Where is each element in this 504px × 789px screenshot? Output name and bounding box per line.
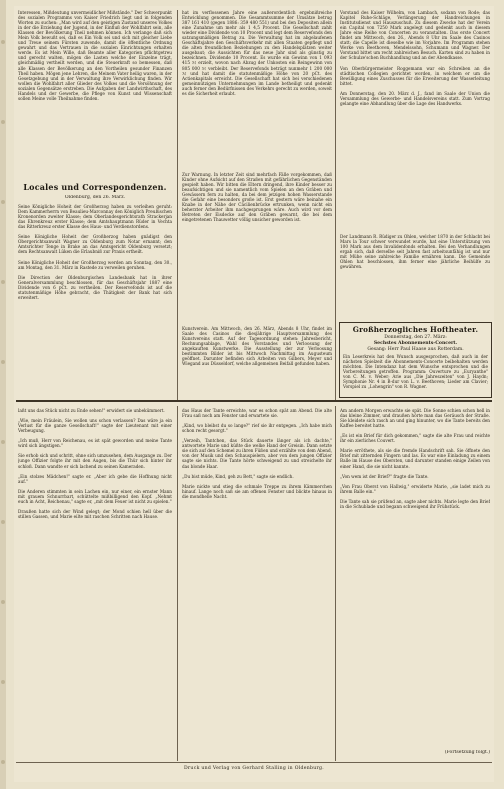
section-heading-theatre: Großherzogliches Hoftheater. (352, 325, 479, 334)
article-text-left-top: Interessen, Mißdeutung unvermeidlicher Mißstände." Der Schwerpunkt des sozialen Programms von Kaiser Friedrich liegt und in folgenden Worten zu suchen: „Man wird auf den geistigen Zustand unseres Volkes in der die Erziehung der Jugend, in der Einfluß der Wohlfahrt sein, alle Klassen der Bevölkerung Theil nehmen können. Ich verlange daß sich Mein Volk bewußt sei, daß es Ein Volk sei und sich mit gleicher Liebe und Treue seinem Fürsten zuwende, damit die öffentliche Ordnung gewahrt und das Vertrauen in die sozialen Einrichtungen erhalten werde. Es ist Mein Wille, daß Beamte aller Kategorien pflichtgetreu und gerecht walten, mögen die Lasten welche der Einzelne trägt, gleichmäßig vertheilt werden, und die Steuerkraft so bemessen, daß alle Klassen der Bevölkerung an den Vortheilen gesunder Finanzen Theil haben. Mögen jene Lehren, die Meinem Vater heilig waren, in der Gesetzgebung und in der Verwaltung ihre Verwirklichung finden. Wir wollen die Wohlfahrt aller Glieder des Volkes und die Versöhnung der sozialen Gegensätze erstreben. Die Aufgaben der Landwirthschaft, des Handels und der Gewerbe, die Pflege von Kunst und Wissenschaft sollen Meine volle Theilnahme finden. (18, 10, 172, 101)
theatre-date: Donnerstag, den 27. März: (384, 335, 447, 340)
page-edge (0, 0, 6, 789)
dateline: Oldenburg, den 26. März. (64, 195, 126, 200)
column-rule (177, 406, 178, 761)
footer-rule (16, 762, 492, 763)
printer-imprint: Druck und Verlag von Gerhard Stalling in Oldenburg. (183, 766, 325, 771)
article-text-left-news: Seine Königliche Hoheit der Großherzog haben zu verleihen geruht: Dem Kammerherrn von Beaulieu-Marconnay den Königlich Preußischen Kronenorden zweiter Klasse; dem Oberlandesgerichtsrath Strackerjan das Ehrenkreuz erster Klasse; dem Amtshauptmann Rüder in Vechta das Ritterkreuz erster Klasse des Haus- und Verdienstordens. Seine Königliche Hoheit der Großherzog haben gnädigst den Obergerichtsanwalt Wagner zu Oldenburg zum Notar ernannt; den Amtsrichter Tenge in Brake an das Amtsgericht Oldenburg versetzt; dem Rechtsanwalt Lüken die Erlaubniß zur Praxis ertheilt. Seine Königliche Hoheit der Großherzog werden am Sonntag, den 30., am Montag, den 31. März in Rastede zu verweilen geruhen. Die Direction der Oldenburgischen Landesbank hat in ihrer Generalversammlung beschlossen, für das Geschäftsjahr 1887 eine Dividende von 6 pCt. zu vertheilen. Der Reservefonds ist auf die statutenmäßige Höhe gebracht, die Thätigkeit der Bank hat sich erweitert. (18, 204, 172, 300)
theatre-notice-box (339, 322, 492, 398)
article-text-right-veteran: Der Landmann R. Rüdiger zu Ohlen, welcher 1870 in der Schlacht bei Mars la Tour schwer verwundet wurde, hat eine Unterstützung von 100 Mark aus dem Invalidenfonds erhalten. Bei den Verhandlungen ergab sich, daß derselbe seit Jahren fast arbeitsunfähig ist und nur mit Mühe seine zahlreiche Familie ernähren kann. Die Gemeinde Ohlen hat beschlossen, ihm ferner eine jährliche Beihülfe zu gewähren. (340, 234, 490, 270)
concert-singer: Gesang: Herr Paul Haase aus Rotterdam. (367, 347, 464, 352)
newspaper-page (14, 6, 494, 782)
feuilleton-text-middle: das Haus der Tante erreichte, war es schon spät am Abend. Die alte Frau saß noch am Fenster und erwartete sie. „Kind, wo bleibst du so lange?" rief sie ihr entgegen. „Ich habe mich schon recht gesorgt." „Verzeih, Tantchen, das Stück dauerte länger als ich dachte," antwortete Marie und küßte die welke Hand der Greisin. Dann setzte sie sich auf den Schemel zu ihren Füßen und erzählte von dem Abend, von der Musik und den Schauspielern, aber von dem jungen Offizier sagte sie nichts. Die Tante hörte schweigend zu und streichelte ihr das blonde Haar. „Du bist müde, Kind, geh zu Bett," sagte sie endlich. Marie nickte und stieg die schmale Treppe zu ihrem Kämmerchen hinauf. Lange noch saß sie am offenen Fenster und blickte hinaus in die mondhelle Nacht. (182, 408, 332, 499)
article-text-middle-warning: Zur Warnung. In letzter Zeit sind mehrfach Fälle vorgekommen, daß Kinder ohne Aufsicht auf den Straßen mit gefährlichen Gegenständen gespielt haben. Wir bitten die Eltern dringend, ihre Kinder besser zu beaufsichtigen und sie namentlich vom Spielen an den Gräben und Gewässern fern zu halten, da bei dem jetzigen hohen Wasserstande die Gefahr eine besonders große ist. Erst gestern wäre beinahe ein Knabe in der Nähe der Cäcilienbrücke ertrunken, wenn nicht ein beherzter Arbeiter ihm nachgesprungen wäre. Auch wird vor dem Betreten der Eisdecke auf den Gräben gewarnt, die bei dem eingetretenen Thauwetter völlig unsicher geworden ist. (182, 172, 332, 223)
section-heading-local: Locales und Correspondenzen. (23, 182, 167, 192)
column-rule (335, 406, 336, 761)
article-text-right-top: Vorstand des Kaiser Wilhelm, von Lambach, sodann von Rode; das Kapitel Ruhe-Schläge, Verlängerung der Handreichungen in Institutsdienst und Hauszuschuß. Zu diesem Zwecke hat der Verein ein Capital von 7250 Mark angelegt und gedenkt auch in diesem Jahre eine Reihe von Concerten zu veranstalten. Das erste Concert findet am Mittwoch, den 26., Abends 8 Uhr im Saale des Casinos statt; die Capelle ist dieselbe wie im Vorjahre. Im Programm stehen Werke von Beethoven, Mendelssohn, Schumann und Wagner. Der Vorstand bittet um recht zahlreichen Besuch. Karten sind zu haben in der Schulze'schen Buchhandlung und an der Abendkasse. Von Oberbürgermeister Roggemann war ein Schreiben an die städtischen Collegien gerichtet worden, in welchem er um die Bewilligung eines Zuschusses für die Erweiterung der Wasserleitung bittet. Am Donnerstag, den 20. März d. J., fand im Saale der Union die Versammlung des Gewerbe- und Handelsvereins statt. Zum Vortrag gelangte eine Abhandlung über die Lage des Handwerks. (340, 10, 490, 106)
article-text-middle-top: hat im verflossenen Jahre eine außerordentlich ergebnißreiche Entwicklung genommen. Die Gesammtsumme der Umsätze betrug 387 161 410 (gegen 1886: 359 480 551) und bei den Depositen allein eine Zunahme um mehr als 1 4,5 Procent. Die Gesellschaft zahlt wieder eine Dividende von 10 Procent und legt dem Reservefonds den satzungsmäßigen Betrag zu. Die Verwaltung hat im abgelaufenen Geschäftsjahre den Geschäftsverkehr mit allen Staaten gepflegt und die alten freundlichen Beziehungen zu den Handelsplätzen weiter ausgebaut; die Aussichten für das neue Jahr sind als günstig zu bezeichnen. Dividende 10 Procent. Es wurde ein Gewinn von 1 093 415 ℳ erzielt, wovon nach Abzug der Unkosten ein Reingewinn von 805 000 ℳ verbleibt. Der Reservefonds beträgt nunmehr 1 200 000 ℳ und hat damit die statutenmäßige Höhe von 20 pCt. des Actienkapitals erreicht. Die Gesellschaft hat sich bei verschiedenen gemeinnützigen Unternehmungen im Lande betheiligt und gedenkt auch ferner den Bedürfnissen des Verkehrs gerecht zu werden, soweit es die Sicherheit erlaubt. (182, 10, 332, 96)
article-kunstverein: Kunstverein. Am Mittwoch, den 26. März, Abends 8 Uhr, findet im Saale des Casinos die diesjährige Hauptversammlung des Kunstvereins statt. Auf der Tagesordnung stehen: Jahresbericht, Rechnungsablage, Wahl des Vorstandes und Verloosung der angekauften Kunstwerke. Die Ausstellung der zur Verloosung bestimmten Bilder ist bis Mittwoch Nachmittag im Augusteum geöffnet. Darunter befinden sich Arbeiten von Gilbers, Meyer und Wiegand aus Düsseldorf, welche allgemeinen Beifall gefunden haben. (182, 326, 332, 367)
concert-title: Sechstes Abonnements-Concert. (373, 341, 458, 346)
theatre-programme-text: Ein Leserkreis hat den Wunsch ausgesprochen, daß auch in der nächsten Spielzeit die Abonnements-Concerte beibehalten werden möchten. Die Intendanz hat dem Wunsche entsprochen und die Vorbereitungen getroffen. Programm: Ouverture zu „Euryanthe" von C. M. v. Weber; Arie aus „Die Jahreszeiten" von J. Haydn; Symphonie Nr. 4 in B-dur von L. v. Beethoven; Lieder am Clavier; Vorspiel zu „Lohengrin" von R. Wagner. (343, 354, 488, 390)
column-rule (335, 10, 336, 400)
column-rule (177, 10, 178, 400)
continued-note: (Fortsetzung folgt.) (444, 750, 490, 755)
feuilleton-text-right: Am andern Morgen erwachte sie spät. Die Sonne schien schon hell in das kleine Zimmer, und draußen hörte man das Geräusch der Straße. Sie kleidete sich rasch an und ging hinunter, wo die Tante bereits den Kaffee bereitet hatte. „Es ist ein Brief für dich gekommen," sagte die alte Frau und reichte ihr ein zierliches Couvert. Marie erröthete, als sie die fremde Handschrift sah. Sie öffnete den Brief mit zitternden Fingern und las. Es war eine Einladung zu einem Balle im Hause des Obersten, und darunter standen einige Zeilen von einer Hand, die sie nicht kannte. „Von wem ist der Brief?" fragte die Tante. „Von Frau Oberst von Hallwig," erwiderte Marie, „sie ladet mich zu ihrem Balle ein." Die Tante sah sie prüfend an, sagte aber nichts. Marie legte den Brief in die Schublade und begann schweigend ihr Frühstück. (340, 408, 490, 509)
feuilleton-text-left: laßt uns das Stück nicht zu Ende sehen!" erwidert sie unbekümmert. „Wie, mein Fräulein, Sie wollen uns schon verlassen? Das wäre ja ein Verlust für die ganze Gesellschaft!" sagte der Lieutenant mit einer Verbeugung. „Ich muß, Herr von Reichenau, es ist spät geworden und meine Tante wird sich ängstigen." Sie erhob sich und schritt, ohne sich umzusehen, dem Ausgange zu. Der junge Offizier folgte ihr mit den Augen, bis die Thür sich hinter ihr schloß. Dann wandte er sich lachend zu seinen Kameraden. „Ein stolzes Mädchen!" sagte er. „Aber ich gebe die Hoffnung nicht auf." Die Anderen stimmten in sein Lachen ein, nur einer, ein ernster Mann mit grauem Schnurrbart, schüttelte mißbilligend den Kopf. „Nehmt euch in Acht, Reichenau," sagte er, „mit dem Feuer ist nicht zu spielen." Draußen hatte sich der Wind gelegt; der Mond schien hell über die stillen Gassen, und Marie eilte mit raschen Schritten nach Hause. (18, 408, 172, 519)
section-divider (16, 400, 492, 402)
